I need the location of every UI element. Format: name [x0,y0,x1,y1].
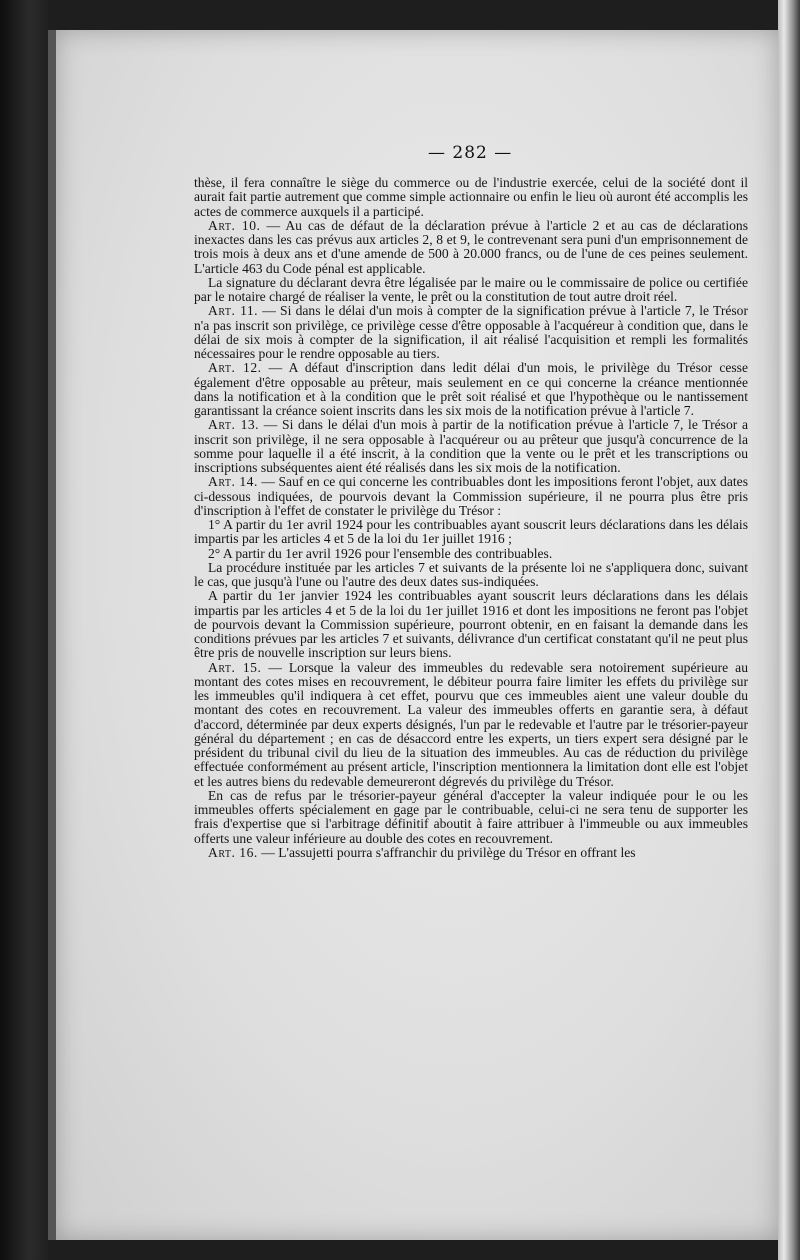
paragraph-text: — Au cas de défaut de la déclaration prévue à l'article 2 et au cas de déclarations inexactes dans les cas prévus aux articles 2, 8 et 9, le contrevenant sera puni d'un emprisonnement de trois mois à deux ans et d'une amende de 500 à 20.000 francs, ou de l'une de ces peines seulement. L'article 463 du Code pénal est applicable. [194,217,748,276]
paragraph-text: — L'assujetti pourra s'affranchir du privilège du Trésor en offrant les [257,844,636,860]
paragraph-text: — Lorsque la valeur des immeubles du redevable sera notoirement supérieure au montant des cotes mises en recouvrement, le débiteur pourra faire limiter les effets du privilège sur les immeubles qu'il indiquera à cet effet, pourvu que ces immeubles aient une valeur double du montant des cotes en recouvrement. La valeur des immeubles offerts en garantie sera, à défaut d'accord, déterminée par deux experts désignés, l'un par le redevable et l'autre par le trésorier-payeur général du département ; en cas de désaccord entre les experts, un tiers expert sera désigné par le président du tribunal civil du lieu de la situation des immeubles. Au cas de réduction du privilège effectuée conformément au présent article, l'inscription mentionnera la limitation dont elle est l'objet et les autres biens du redevable demeureront dégrevés du privilège du Trésor. [194,659,748,789]
article-13 [194,418,748,475]
body-text [194,176,748,860]
article-label: Art. 16. [208,844,258,860]
paragraph-text: En cas de refus par le trésorier-payeur général d'accepter la valeur indiquée pour le ou les immeubles offerts spécialement en gage par le contribuable, celui-ci ne sera tenu de supporter les frais d'expertise que si l'arbitrage définitif aboutit à faire attribuer à l'immeuble ou aux immeubles offerts une valeur inférieure au double des cotes en recouvrement. [194,787,748,846]
paragraph-text: — Sauf en ce qui concerne les contribuables dont les impositions feront l'objet, aux dates ci-dessous indiquées, de pourvois devant la Commission supérieure, il ne pourra plus être pris d'inscription à l'effet de constater le privilège du Trésor : [194,474,748,518]
article-label: Art. 14. [208,474,258,490]
article-label: Art. 11. [208,303,259,319]
paragraph-text: La signature du déclarant devra être légalisée par le maire ou le commissaire de police ou certifiée par le notaire chargé de réaliser la vente, le prêt ou la constitution de tout autre droit réel. [194,274,748,304]
article-16 [194,846,748,860]
paragraph-text: — Si dans le délai d'un mois à compter de la signification prévue à l'article 7, le Trésor n'a pas inscrit son privilège, ce privilège cesse d'être opposable à l'acquéreur à condition que, dans le délai de six mois à compter de la signification, il ait réalisé l'acquisition et rempli les formalités nécessaires pour le rendre opposable au tiers. [194,303,749,361]
paragraph-text: 2° A partir du 1er avril 1926 pour l'ensemble des contribuables. [208,545,553,561]
list-item [194,547,748,561]
article-10 [194,219,748,276]
article-11 [194,304,748,361]
paragraph-text: A partir du 1er janvier 1924 les contribuables ayant souscrit leurs déclarations dans les délais impartis par les articles 4 et 5 de la loi du 1er juillet 1916 et dont les impositions ne feront pas l'objet de pourvois devant la Commission supérieure, pourront obtenir, en en faisant la demande dans les conditions prévues par les articles 7 et suivants, délivrance d'un certificat constatant qu'il ne peut plus être pris de nouvelle inscription sur leurs biens. [194,588,748,661]
article-14 [194,475,748,518]
paragraph-text: La procédure instituée par les articles 7 et suivants de la présente loi ne s'appliquera donc, suivant le cas, que jusqu'à l'une ou l'autre des deux dates sus-indiquées. [194,559,748,589]
article-label: Art. 12. [208,360,262,376]
article-label: Art. 10. [208,217,261,233]
article-15 [194,661,748,789]
paragraph [194,561,748,590]
paragraph-text: thèse, il fera connaître le siège du commerce ou de l'industrie exercée, celui de la société dont il aurait fait partie autrement que comme simple actionnaire ou enfin le lieu où auront été accomplis les actes de commerce auxquels il a participé. [194,175,748,219]
page-edge [778,0,800,1260]
page-number: — 282 — [428,143,513,163]
paragraph-text: — A défaut d'inscription dans ledit délai d'un mois, le privilège du Trésor cesse également d'être opposable au prêteur, mais seulement en ce qui concerne la créance mentionnée dans la notification et à la condition que le prêt soit réalisé et que l'hypothèque ou le nantissement garantissant la créance soient inscrits dans les six mois de la notification prévue à l'article 7. [194,360,748,418]
list-item [194,518,748,547]
paragraph [194,276,748,305]
paragraph [194,789,748,846]
article-12 [194,361,748,418]
paragraph [194,176,748,219]
paragraph-text: — Si dans le délai d'un mois à partir de la notification prévue à l'article 7, le Trésor a inscrit son privilège, il ne sera opposable à l'acquéreur ou au prêteur que jusqu'à concurrence de la somme pour laquelle il a été inscrit, à la condition que la vente ou le prêt et les transcriptions ou inscriptions subséquentes aient été réalisés dans les six mois de la notification. [194,417,748,475]
article-label: Art. 15. [208,659,262,675]
paragraph [194,589,748,660]
article-label: Art. 13. [208,417,260,433]
paragraph-text: 1° A partir du 1er avril 1924 pour les contribuables ayant souscrit leurs déclarations dans les délais impartis par les articles 4 et 5 de la loi du 1er juillet 1916 ; [194,517,748,547]
